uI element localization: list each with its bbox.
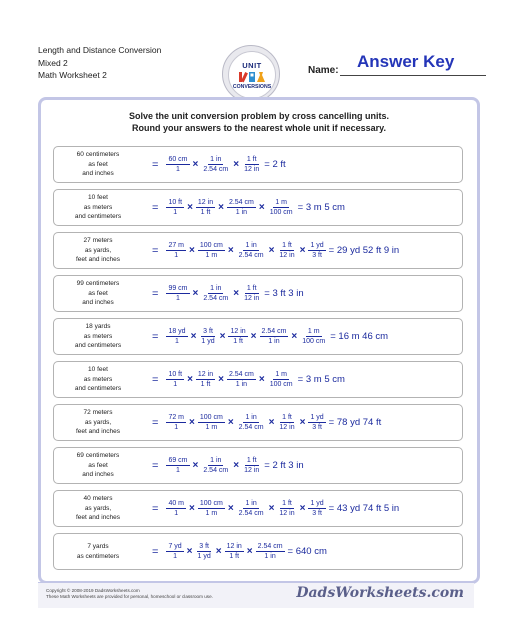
fraction-numerator: 1 in xyxy=(245,414,257,421)
answer-result: = 2 ft xyxy=(264,159,286,170)
conversion-fraction xyxy=(166,413,186,432)
multiply-sign: × xyxy=(219,331,226,342)
fraction-numerator: 12 in xyxy=(197,199,214,206)
unit-conversions-logo xyxy=(222,45,280,103)
fraction-denominator: 1 xyxy=(176,295,180,302)
worksheet-title: Length and Distance Conversion xyxy=(38,45,162,55)
fraction-numerator: 100 cm xyxy=(199,500,223,507)
conversion-fraction xyxy=(228,327,247,346)
conversion-work xyxy=(152,448,304,483)
answer-result: = 78 yd 74 ft xyxy=(328,417,382,428)
answer-result: = 29 yd 52 ft 9 in xyxy=(328,245,400,256)
multiply-sign: × xyxy=(268,245,275,256)
multiply-sign: × xyxy=(190,331,197,342)
answer-result: = 3 m 5 cm xyxy=(297,202,345,213)
conversion-fraction xyxy=(260,327,289,346)
logo-icons xyxy=(238,70,266,83)
problem-line: 60 centimeters xyxy=(76,151,120,159)
conversion-fraction xyxy=(166,499,186,518)
conversion-fraction xyxy=(225,542,244,561)
fraction-denominator: 2.54 cm xyxy=(203,467,229,474)
equals-sign: = xyxy=(152,158,159,171)
problem-row xyxy=(53,275,463,312)
answer-key-label: Answer Key xyxy=(357,52,455,71)
problem-line: and inches xyxy=(82,170,114,178)
fraction-denominator: 1 in xyxy=(264,553,276,560)
worksheet-subtitle: Mixed 2 xyxy=(38,57,68,68)
problem-row xyxy=(53,490,463,527)
name-line xyxy=(340,75,486,76)
problem-line: as meters xyxy=(83,332,113,340)
problem-statement xyxy=(54,491,142,526)
fraction-numerator: 1 ft xyxy=(282,414,292,421)
answer-result: = 16 m 46 cm xyxy=(330,331,389,342)
fraction-denominator: 1 ft xyxy=(229,553,240,560)
multiply-sign: × xyxy=(258,202,265,213)
fraction-denominator: 1 ft xyxy=(200,381,211,388)
conversion-fraction xyxy=(196,198,215,217)
conversion-fraction xyxy=(268,198,295,217)
fraction-denominator: 2.54 cm xyxy=(238,510,264,517)
fraction-denominator: 1 in xyxy=(235,209,248,216)
logo-top-text: UNIT xyxy=(242,61,262,70)
conversion-fraction xyxy=(308,499,325,518)
problem-line: and centimeters xyxy=(74,385,122,393)
usage-note: These Math Worksheets are provided for personal, homeschool or classroom use. xyxy=(46,594,213,599)
multiply-sign: × xyxy=(233,288,240,299)
equals-sign: = xyxy=(152,201,159,214)
copyright-notice xyxy=(46,588,213,600)
ruler-icon xyxy=(239,72,248,82)
fraction-numerator: 1 ft xyxy=(282,500,292,507)
conversion-fraction xyxy=(166,327,187,346)
fraction-denominator: 1 xyxy=(175,338,179,345)
conversion-fraction xyxy=(166,155,189,174)
answer-result: = 43 yd 74 ft 5 in xyxy=(328,503,400,514)
conversion-fraction xyxy=(166,542,183,561)
fraction-numerator: 1 yd xyxy=(310,414,324,421)
problem-statement xyxy=(54,276,142,311)
fraction-denominator: 1 xyxy=(174,510,179,517)
conversion-work xyxy=(152,276,304,311)
fraction-numerator: 3 ft xyxy=(199,543,209,550)
problem-line: and inches xyxy=(82,299,114,307)
problem-statement xyxy=(54,233,142,268)
problem-row xyxy=(53,189,463,226)
conversion-fraction xyxy=(199,327,216,346)
fraction-denominator: 1 xyxy=(173,553,177,560)
conversion-fraction xyxy=(308,241,325,260)
problem-line: 99 centimeters xyxy=(76,280,120,288)
problem-line: as feet xyxy=(88,289,108,297)
multiply-sign: × xyxy=(189,503,195,514)
problem-line: and centimeters xyxy=(74,213,122,221)
problem-line: and inches xyxy=(82,471,114,479)
name-label: Name: xyxy=(308,65,339,76)
problem-line: 40 meters xyxy=(83,495,113,503)
problems-panel xyxy=(38,97,480,584)
equals-sign: = xyxy=(152,373,159,386)
fraction-numerator: 27 m xyxy=(168,242,184,249)
conversion-fraction xyxy=(201,284,230,303)
conversion-work xyxy=(152,319,388,354)
fraction-numerator: 1 m xyxy=(307,328,320,335)
conversion-fraction xyxy=(227,370,256,389)
conversion-fraction xyxy=(256,542,285,561)
fraction-numerator: 12 in xyxy=(226,543,242,550)
multiply-sign: × xyxy=(258,374,265,385)
multiply-sign: × xyxy=(299,245,306,256)
multiply-sign: × xyxy=(192,288,199,299)
multiply-sign: × xyxy=(189,417,195,428)
fraction-denominator: 1 xyxy=(174,252,179,259)
multiply-sign: × xyxy=(218,202,224,213)
conversion-fraction xyxy=(268,370,295,389)
problem-line: feet and inches xyxy=(75,514,121,522)
scale-icon xyxy=(249,72,255,82)
problem-line: 27 meters xyxy=(83,237,113,245)
problem-line: as meters xyxy=(83,375,113,383)
fraction-denominator: 12 in xyxy=(279,424,295,431)
fraction-denominator: 3 ft xyxy=(312,424,322,431)
fraction-numerator: 1 in xyxy=(210,156,222,163)
conversion-fraction xyxy=(237,499,266,518)
problem-statement xyxy=(54,448,142,483)
fraction-numerator: 1 in xyxy=(210,457,222,464)
multiply-sign: × xyxy=(299,503,306,514)
multiply-sign: × xyxy=(187,202,193,213)
fraction-denominator: 12 in xyxy=(244,467,260,474)
equals-sign: = xyxy=(152,545,159,558)
fraction-denominator: 12 in xyxy=(244,166,260,173)
problem-statement xyxy=(54,534,142,569)
fraction-denominator: 2.54 cm xyxy=(203,295,229,302)
multiply-sign: × xyxy=(268,417,275,428)
conversion-fraction xyxy=(198,413,225,432)
conversion-fraction xyxy=(242,456,261,475)
multiply-sign: × xyxy=(291,331,298,342)
problem-line: 10 feet xyxy=(88,366,108,374)
fraction-numerator: 10 ft xyxy=(168,199,183,206)
equals-sign: = xyxy=(152,330,159,343)
conversion-fraction xyxy=(166,241,186,260)
multiply-sign: × xyxy=(233,460,240,471)
fraction-numerator: 18 yd xyxy=(168,328,186,335)
fraction-denominator: 2.54 cm xyxy=(203,166,229,173)
problem-line: as feet xyxy=(88,461,108,469)
conversion-fraction xyxy=(242,155,261,174)
conversion-fraction xyxy=(227,198,256,217)
problem-row xyxy=(53,146,463,183)
fraction-denominator: 1 xyxy=(176,467,180,474)
fraction-denominator: 1 m xyxy=(205,424,218,431)
conversion-fraction xyxy=(201,155,230,174)
fraction-numerator: 7 yd xyxy=(168,543,182,550)
multiply-sign: × xyxy=(250,331,257,342)
problem-line: and centimeters xyxy=(74,342,122,350)
fraction-numerator: 1 m xyxy=(275,199,287,206)
brand-logo: DadsWorksheets.com xyxy=(296,585,464,601)
problem-line: 7 yards xyxy=(87,543,109,550)
problem-statement xyxy=(54,190,142,225)
fraction-denominator: 1 xyxy=(173,381,178,388)
fraction-denominator: 2.54 cm xyxy=(238,252,264,259)
fraction-numerator: 60 cm xyxy=(168,156,188,163)
conversion-fraction xyxy=(237,241,266,260)
multiply-sign: × xyxy=(227,417,234,428)
multiply-sign: × xyxy=(215,546,222,557)
fraction-numerator: 12 in xyxy=(197,371,214,378)
multiply-sign: × xyxy=(186,546,193,557)
multiply-sign: × xyxy=(192,460,199,471)
problem-line: as feet xyxy=(88,160,108,168)
problem-line: as yards, xyxy=(84,418,112,426)
fraction-denominator: 1 xyxy=(176,166,180,173)
problem-row xyxy=(53,447,463,484)
fraction-denominator: 3 ft xyxy=(312,510,322,517)
fraction-denominator: 1 yd xyxy=(197,553,211,560)
conversion-fraction xyxy=(166,370,184,389)
problem-statement xyxy=(54,319,142,354)
multiply-sign: × xyxy=(218,374,224,385)
fraction-numerator: 69 cm xyxy=(168,457,188,464)
fraction-denominator: 1 m xyxy=(205,510,218,517)
problem-statement xyxy=(54,147,142,182)
conversion-fraction xyxy=(237,413,266,432)
multiply-sign: × xyxy=(227,503,234,514)
fraction-denominator: 1 yd xyxy=(201,338,215,345)
multiply-sign: × xyxy=(299,417,306,428)
fraction-numerator: 1 ft xyxy=(282,242,292,249)
answer-result: = 640 cm xyxy=(287,546,327,557)
problem-row xyxy=(53,404,463,441)
fraction-numerator: 1 m xyxy=(275,371,287,378)
multiply-sign: × xyxy=(189,245,195,256)
conversion-fraction xyxy=(201,456,230,475)
fraction-numerator: 1 yd xyxy=(310,500,324,507)
instructions-line-1: Solve the unit conversion problem by cross cancelling units. xyxy=(128,111,390,121)
multiply-sign: × xyxy=(246,546,253,557)
equals-sign: = xyxy=(152,459,159,472)
multiply-sign: × xyxy=(192,159,199,170)
problem-line: feet and inches xyxy=(75,256,121,264)
worksheet-header xyxy=(38,44,161,82)
conversion-work xyxy=(152,190,345,225)
fraction-numerator: 2.54 cm xyxy=(228,371,254,378)
equals-sign: = xyxy=(152,244,159,257)
conversion-fraction xyxy=(242,284,261,303)
instructions xyxy=(41,110,477,134)
fraction-denominator: 12 in xyxy=(244,295,260,302)
conversion-fraction xyxy=(166,284,189,303)
problem-line: as yards, xyxy=(84,246,112,254)
fraction-numerator: 1 in xyxy=(245,500,257,507)
conversion-work xyxy=(152,405,381,440)
conversion-fraction xyxy=(308,413,325,432)
fraction-numerator: 1 ft xyxy=(246,457,257,464)
fraction-denominator: 100 cm xyxy=(269,209,293,216)
fraction-numerator: 40 m xyxy=(168,500,184,507)
problem-row xyxy=(53,232,463,269)
fraction-numerator: 1 ft xyxy=(246,156,257,163)
fraction-numerator: 10 ft xyxy=(168,371,183,378)
fraction-denominator: 12 in xyxy=(279,252,295,259)
fraction-numerator: 100 cm xyxy=(199,414,223,421)
problem-line: feet and inches xyxy=(75,428,121,436)
fraction-numerator: 1 in xyxy=(245,242,257,249)
answer-result: = 3 ft 3 in xyxy=(264,288,304,299)
fraction-numerator: 1 yd xyxy=(310,242,324,249)
conversion-fraction xyxy=(196,542,213,561)
fraction-denominator: 1 in xyxy=(235,381,248,388)
problem-line: as yards, xyxy=(84,504,112,512)
multiply-sign: × xyxy=(233,159,240,170)
conversion-work xyxy=(152,491,399,526)
conversion-work xyxy=(152,233,399,268)
conversion-fraction xyxy=(277,241,296,260)
worksheet-footer xyxy=(38,582,474,608)
fraction-denominator: 1 ft xyxy=(233,338,243,345)
fraction-denominator: 1 in xyxy=(268,338,280,345)
fraction-denominator: 1 m xyxy=(205,252,218,259)
fraction-numerator: 2.54 cm xyxy=(228,199,254,206)
fraction-numerator: 2.54 cm xyxy=(261,328,287,335)
problem-row xyxy=(53,361,463,398)
fraction-denominator: 3 ft xyxy=(312,252,322,259)
conversion-fraction xyxy=(198,241,225,260)
fraction-numerator: 72 m xyxy=(168,414,184,421)
equals-sign: = xyxy=(152,502,159,515)
fraction-denominator: 1 xyxy=(173,209,178,216)
problem-statement xyxy=(54,362,142,397)
problem-statement xyxy=(54,405,142,440)
fraction-denominator: 12 in xyxy=(279,510,295,517)
answer-result: = 2 ft 3 in xyxy=(264,460,304,471)
fraction-numerator: 1 ft xyxy=(246,285,257,292)
conversion-fraction xyxy=(277,413,296,432)
problem-line: 10 feet xyxy=(88,194,108,202)
conversion-work xyxy=(152,534,327,569)
problem-line: as centimeters xyxy=(76,552,120,560)
flask-icon xyxy=(257,72,265,82)
conversion-fraction xyxy=(277,499,296,518)
fraction-denominator: 100 cm xyxy=(269,381,293,388)
conversion-fraction xyxy=(196,370,215,389)
problem-row xyxy=(53,533,463,570)
fraction-numerator: 100 cm xyxy=(199,242,223,249)
fraction-numerator: 12 in xyxy=(230,328,246,335)
fraction-denominator: 1 ft xyxy=(200,209,211,216)
fraction-numerator: 2.54 cm xyxy=(257,543,283,550)
worksheet-number: Math Worksheet 2 xyxy=(38,70,107,80)
conversion-fraction xyxy=(166,198,184,217)
answer-result: = 3 m 5 cm xyxy=(297,374,345,385)
conversion-fraction xyxy=(166,456,189,475)
fraction-numerator: 99 cm xyxy=(168,285,188,292)
problem-line: 72 meters xyxy=(83,409,113,417)
fraction-denominator: 2.54 cm xyxy=(238,424,264,431)
multiply-sign: × xyxy=(187,374,193,385)
multiply-sign: × xyxy=(227,245,234,256)
conversion-work xyxy=(152,147,286,182)
logo-bottom-text: CONVERSIONS xyxy=(232,84,272,90)
fraction-numerator: 3 ft xyxy=(203,328,213,335)
fraction-denominator: 1 xyxy=(174,424,179,431)
multiply-sign: × xyxy=(268,503,275,514)
equals-sign: = xyxy=(152,287,159,300)
conversion-work xyxy=(152,362,345,397)
problem-line: 18 yards xyxy=(85,323,111,331)
fraction-numerator: 1 in xyxy=(210,285,222,292)
conversion-fraction xyxy=(300,327,327,346)
problem-line: as meters xyxy=(83,203,113,211)
equals-sign: = xyxy=(152,416,159,429)
conversion-fraction xyxy=(198,499,225,518)
fraction-denominator: 100 cm xyxy=(302,338,326,345)
instructions-line-2: Round your answers to the nearest whole unit if necessary. xyxy=(132,123,386,133)
problem-line: 69 centimeters xyxy=(76,452,120,460)
copyright-text: Copyright © 2008-2019 DadsWorksheets.com xyxy=(46,588,140,593)
problem-row xyxy=(53,318,463,355)
